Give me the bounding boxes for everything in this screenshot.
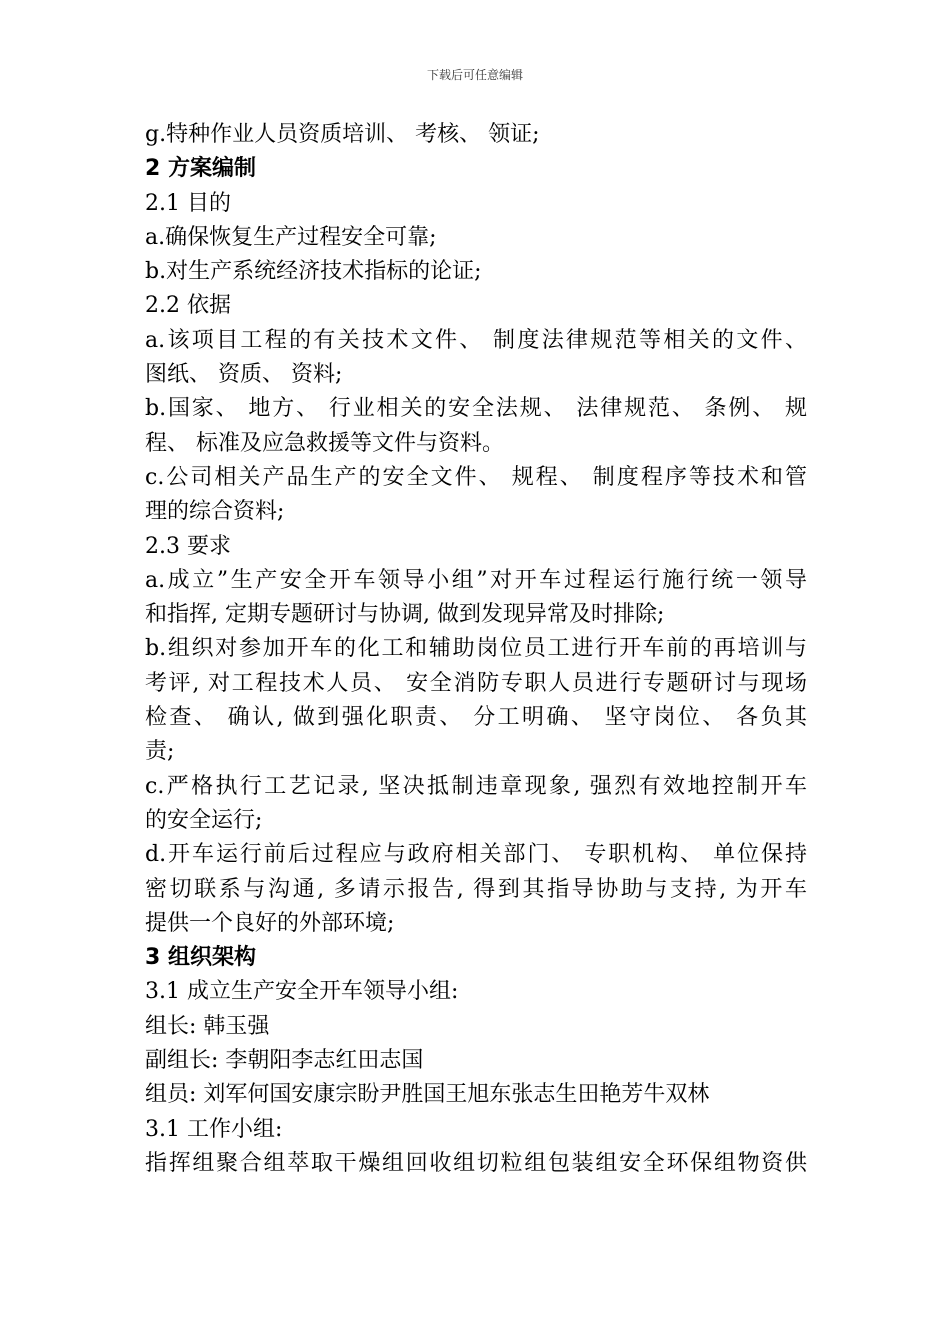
text-line: 图纸、 资质、 资料; <box>145 362 343 388</box>
text-line: 组长: 韩玉强 <box>145 1013 270 1039</box>
subsection-heading: 3.1 成立生产安全开车领导小组: <box>145 979 459 1005</box>
text-line: a.成立”生产安全开车领导小组”对开车过程运行施行统一领导 <box>145 567 807 593</box>
subsection-heading: 3.1 工作小组: <box>145 1116 283 1142</box>
text-line: 程、 标准及应急救援等文件与资料。 <box>145 430 504 456</box>
text-line: 和指挥, 定期专题研讨与协调, 做到发现异常及时排除; <box>145 602 665 628</box>
text-line: d.开车运行前后过程应与政府相关部门、 专职机构、 单位保持 <box>145 842 807 868</box>
text-line: 检查、 确认, 做到强化职责、 分工明确、 坚守岗位、 各负其 <box>145 705 807 731</box>
text-line: 考评, 对工程技术人员、 安全消防专职人员进行专题研讨与现场 <box>145 670 807 696</box>
document-body <box>145 118 807 1181</box>
text-line: a.确保恢复生产过程安全可靠; <box>145 224 437 250</box>
page-header: 下载后可任意编辑 <box>426 68 523 82</box>
subsection-heading: 2.3 要求 <box>145 533 231 559</box>
subsection-heading: 2.2 依据 <box>145 293 231 319</box>
text-line: 的安全运行; <box>145 807 263 833</box>
text-line: 副组长: 李朝阳李志红田志国 <box>145 1048 424 1074</box>
text-line: a.该项目工程的有关技术文件、 制度法律规范等相关的文件、 <box>145 327 807 353</box>
text-line: b.对生产系统经济技术指标的论证; <box>145 259 482 285</box>
text-line: c.公司相关产品生产的安全文件、 规程、 制度程序等技术和管 <box>145 464 807 490</box>
text-line: 指挥组聚合组萃取干燥组回收组切粒组包装组安全环保组物资供 <box>145 1150 807 1176</box>
section-heading: 3 组织架构 <box>145 945 256 971</box>
text-line: b.国家、 地方、 行业相关的安全法规、 法律规范、 条例、 规 <box>145 396 807 422</box>
text-line: 责; <box>145 739 175 765</box>
text-line: c.严格执行工艺记录, 坚决抵制违章现象, 强烈有效地控制开车 <box>145 773 807 799</box>
section-heading: 2 方案编制 <box>145 156 256 182</box>
text-line: 理的综合资料; <box>145 499 285 525</box>
text-line: g.特种作业人员资质培训、 考核、 领证; <box>145 122 540 147</box>
text-line: 提供一个良好的外部环境; <box>145 910 395 936</box>
text-line: b.组织对参加开车的化工和辅助岗位员工进行开车前的再培训与 <box>145 636 807 662</box>
text-line: 密切联系与沟通, 多请示报告, 得到其指导协助与支持, 为开车 <box>145 876 807 902</box>
subsection-heading: 2.1 目的 <box>145 190 231 216</box>
text-line: 组员: 刘军何国安康宗盼尹胜国王旭东张志生田艳芳牛双林 <box>145 1082 710 1108</box>
